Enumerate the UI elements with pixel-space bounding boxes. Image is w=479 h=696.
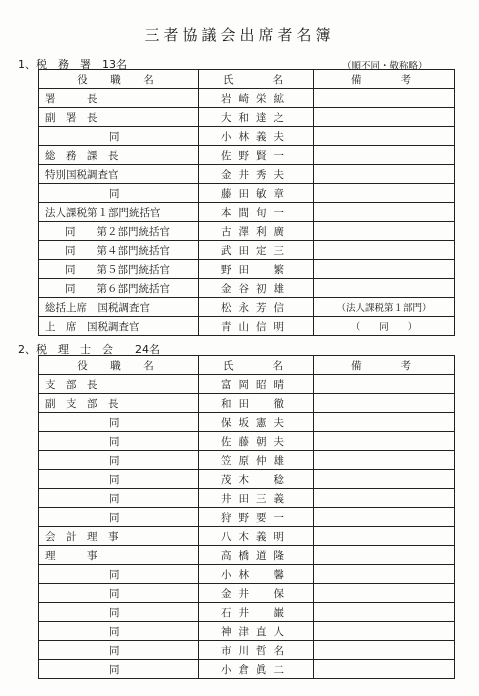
role-cell: 法人課税第１部門統括官 — [39, 203, 199, 222]
table-row — [39, 241, 455, 260]
name-cell: 八木義明 — [199, 527, 314, 546]
remark-cell — [314, 165, 455, 184]
role-cell: 同 — [39, 184, 199, 203]
table-row — [39, 165, 455, 184]
role-cell: 同 — [39, 451, 199, 470]
role-cell: 副 署 長 — [39, 108, 199, 127]
role-cell: 副 支 部 長 — [39, 394, 199, 413]
name-cell: 青山信明 — [199, 317, 314, 336]
name-cell: 野田 繁 — [199, 260, 314, 279]
remark-cell — [314, 184, 455, 203]
remark-cell: （法人課税第１部門） — [314, 298, 455, 317]
role-cell: 総括上席 国税調査官 — [39, 298, 199, 317]
name-cell: 保坂憲夫 — [199, 413, 314, 432]
name-cell: 井田三義 — [199, 489, 314, 508]
name-cell: 小林 馨 — [199, 565, 314, 584]
remark-cell — [314, 375, 455, 394]
name-cell: 笠原仲雄 — [199, 451, 314, 470]
role-cell: 同 第２部門統括官 — [39, 222, 199, 241]
page-title: 三者協議会出席者名簿 — [144, 26, 335, 44]
header-role: 役 職 名 — [39, 70, 199, 89]
name-cell: 神津直人 — [199, 622, 314, 641]
name-cell: 佐野賢一 — [199, 146, 314, 165]
name-cell: 茂木 稔 — [199, 470, 314, 489]
name-cell: 藤田敏章 — [199, 184, 314, 203]
table-row — [39, 298, 455, 317]
name-cell: 金井秀夫 — [199, 165, 314, 184]
role-cell: 同 — [39, 584, 199, 603]
table-row — [39, 279, 455, 298]
header-remark: 備 考 — [314, 70, 455, 89]
table-header-row — [39, 356, 455, 375]
role-cell: 同 — [39, 413, 199, 432]
remark-cell — [314, 660, 455, 679]
tax-accountant-table — [38, 355, 455, 679]
name-cell: 岩崎栄絋 — [199, 89, 314, 108]
name-cell: 小林義夫 — [199, 127, 314, 146]
table-row — [39, 108, 455, 127]
name-cell: 大和達之 — [199, 108, 314, 127]
role-cell: 同 — [39, 565, 199, 584]
table-row — [39, 432, 455, 451]
role-cell: 同 — [39, 622, 199, 641]
remark-cell — [314, 222, 455, 241]
remark-cell — [314, 622, 455, 641]
remark-cell — [314, 146, 455, 165]
table-row — [39, 260, 455, 279]
remark-cell — [314, 432, 455, 451]
remark-cell — [314, 451, 455, 470]
section1-note: （順不同・敬称略） — [342, 61, 428, 72]
remark-cell — [314, 470, 455, 489]
section1-heading: 1、税 務 署 13名 — [18, 58, 127, 71]
table-row — [39, 146, 455, 165]
table-row — [39, 489, 455, 508]
table-row — [39, 203, 455, 222]
name-cell: 狩野要一 — [199, 508, 314, 527]
table-row — [39, 89, 455, 108]
remark-cell: （ 同 ） — [314, 317, 455, 336]
remark-cell — [314, 641, 455, 660]
table-row — [39, 527, 455, 546]
section2-heading: 2、税 理 士 会 24名 — [18, 343, 160, 356]
remark-cell — [314, 203, 455, 222]
name-cell: 高橋道隆 — [199, 546, 314, 565]
header-role: 役 職 名 — [39, 356, 199, 375]
table-row — [39, 603, 455, 622]
role-cell: 上 席 国税調査官 — [39, 317, 199, 336]
name-cell: 富岡昭晴 — [199, 375, 314, 394]
role-cell: 同 — [39, 127, 199, 146]
role-cell: 署 長 — [39, 89, 199, 108]
remark-cell — [314, 527, 455, 546]
remark-cell — [314, 394, 455, 413]
table-row — [39, 184, 455, 203]
remark-cell — [314, 89, 455, 108]
role-cell: 同 — [39, 660, 199, 679]
role-cell: 理 事 — [39, 546, 199, 565]
table-row — [39, 622, 455, 641]
remark-cell — [314, 565, 455, 584]
remark-cell — [314, 241, 455, 260]
table-row — [39, 660, 455, 679]
table-row — [39, 394, 455, 413]
name-cell: 和田 徹 — [199, 394, 314, 413]
name-cell: 松永芳信 — [199, 298, 314, 317]
remark-cell — [314, 108, 455, 127]
name-cell: 武田定三 — [199, 241, 314, 260]
role-cell: 同 第５部門統括官 — [39, 260, 199, 279]
remark-cell — [314, 489, 455, 508]
role-cell: 会 計 理 事 — [39, 527, 199, 546]
table-row — [39, 546, 455, 565]
tax-office-table — [38, 69, 455, 336]
remark-cell — [314, 546, 455, 565]
table-row — [39, 127, 455, 146]
table-row — [39, 317, 455, 336]
role-cell: 同 第６部門統括官 — [39, 279, 199, 298]
name-cell: 本間旬一 — [199, 203, 314, 222]
name-cell: 小倉眞二 — [199, 660, 314, 679]
remark-cell — [314, 508, 455, 527]
role-cell: 総 務 課 長 — [39, 146, 199, 165]
role-cell: 同 — [39, 641, 199, 660]
name-cell: 市川哲名 — [199, 641, 314, 660]
table-header-row — [39, 70, 455, 89]
table-row — [39, 451, 455, 470]
role-cell: 同 第４部門統括官 — [39, 241, 199, 260]
role-cell: 同 — [39, 489, 199, 508]
table-row — [39, 222, 455, 241]
header-name: 氏 名 — [199, 70, 314, 89]
table-row — [39, 413, 455, 432]
role-cell: 支 部 長 — [39, 375, 199, 394]
table-row — [39, 565, 455, 584]
table-row — [39, 375, 455, 394]
remark-cell — [314, 603, 455, 622]
table-row — [39, 584, 455, 603]
table-row — [39, 641, 455, 660]
name-cell: 佐藤朝夫 — [199, 432, 314, 451]
role-cell: 同 — [39, 470, 199, 489]
role-cell: 同 — [39, 603, 199, 622]
role-cell: 特別国税調査官 — [39, 165, 199, 184]
name-cell: 古澤利廣 — [199, 222, 314, 241]
header-name: 氏 名 — [199, 356, 314, 375]
table-row — [39, 470, 455, 489]
remark-cell — [314, 127, 455, 146]
name-cell: 金谷初雄 — [199, 279, 314, 298]
header-remark: 備 考 — [314, 356, 455, 375]
table-row — [39, 508, 455, 527]
remark-cell — [314, 260, 455, 279]
remark-cell — [314, 279, 455, 298]
remark-cell — [314, 584, 455, 603]
role-cell: 同 — [39, 508, 199, 527]
name-cell: 金井 保 — [199, 584, 314, 603]
name-cell: 石井 巌 — [199, 603, 314, 622]
remark-cell — [314, 413, 455, 432]
role-cell: 同 — [39, 432, 199, 451]
